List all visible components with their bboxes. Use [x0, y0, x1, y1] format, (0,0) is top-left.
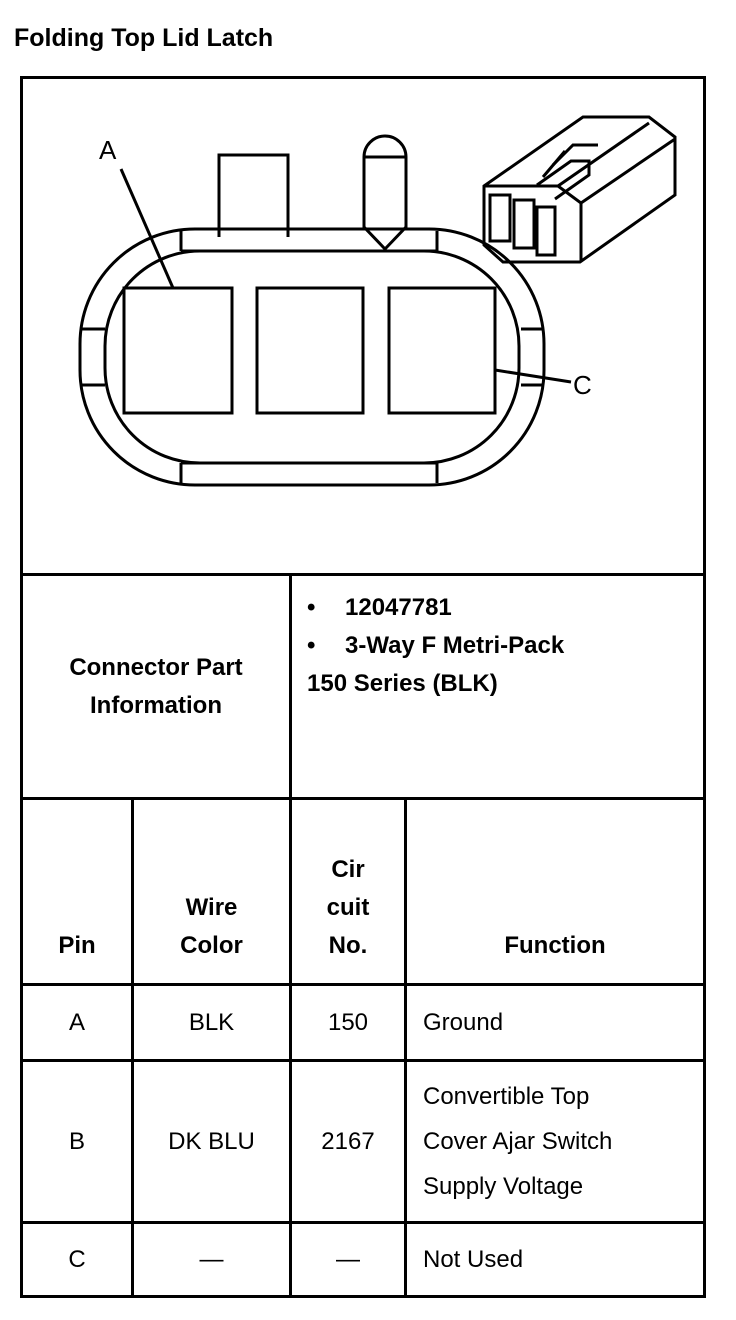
connector-housing-inner [105, 251, 519, 463]
pin-label-a: A [99, 135, 117, 165]
table-cell-pin: C [68, 1245, 86, 1273]
connector-table [20, 76, 706, 1298]
table-cell-circuit: 150 [327, 1008, 369, 1036]
header-circuit-line2: cuit [326, 894, 370, 921]
function-line3: Supply Voltage [423, 1173, 584, 1200]
table-cell-function: Not Used [423, 1246, 524, 1273]
connector-3d-icon [484, 117, 675, 262]
connector-info-label-line2: Information [90, 691, 222, 719]
cavity-c [389, 288, 495, 413]
table-cell-circuit: 2167 [321, 1127, 375, 1155]
connector-top-tab [219, 155, 288, 237]
table-cell-wire: BLK [188, 1008, 235, 1036]
connector-latch [364, 136, 406, 249]
header-pin: Pin [58, 932, 96, 959]
table-cell-function: Ground [423, 1009, 504, 1036]
page-title: Folding Top Lid Latch [14, 24, 274, 52]
connector-info-label [23, 576, 289, 797]
header-function: Function [504, 932, 606, 959]
table-cell-wire: DK BLU [168, 1127, 255, 1155]
table-cell-pin: B [68, 1127, 85, 1155]
list-item: • 12047781 [307, 589, 697, 627]
table-cell-pin: A [68, 1008, 85, 1036]
header-circuit [292, 800, 404, 983]
connector-info-label-line1: Connector Part [69, 653, 243, 681]
cavity-a [124, 288, 232, 413]
connector-info-value [307, 589, 697, 789]
header-circuit-line3: No. [328, 932, 368, 959]
connector-series: 150 Series (BLK) [307, 670, 498, 697]
part-number: 12047781 [345, 594, 452, 621]
pin-label-c: C [573, 370, 592, 400]
function-line1: Convertible Top [423, 1083, 590, 1110]
connector-housing-outer [80, 229, 544, 485]
table-cell-circuit: — [336, 1245, 360, 1273]
connector-type: 3-Way F Metri-Pack [345, 632, 565, 659]
connector-diagram [23, 79, 703, 573]
cavity-b [257, 288, 363, 413]
function-line2: Cover Ajar Switch [423, 1128, 613, 1155]
header-wire-color-line2: Color [180, 932, 243, 959]
list-item: • 3-Way F Metri-Pack [307, 627, 697, 665]
table-cell-wire: — [199, 1245, 224, 1273]
header-wire-color [134, 800, 289, 983]
divider [289, 575, 292, 797]
table-cell-function [407, 1062, 703, 1221]
header-wire-color-line1: Wire [185, 894, 238, 921]
header-circuit-line1: Cir [331, 856, 365, 883]
